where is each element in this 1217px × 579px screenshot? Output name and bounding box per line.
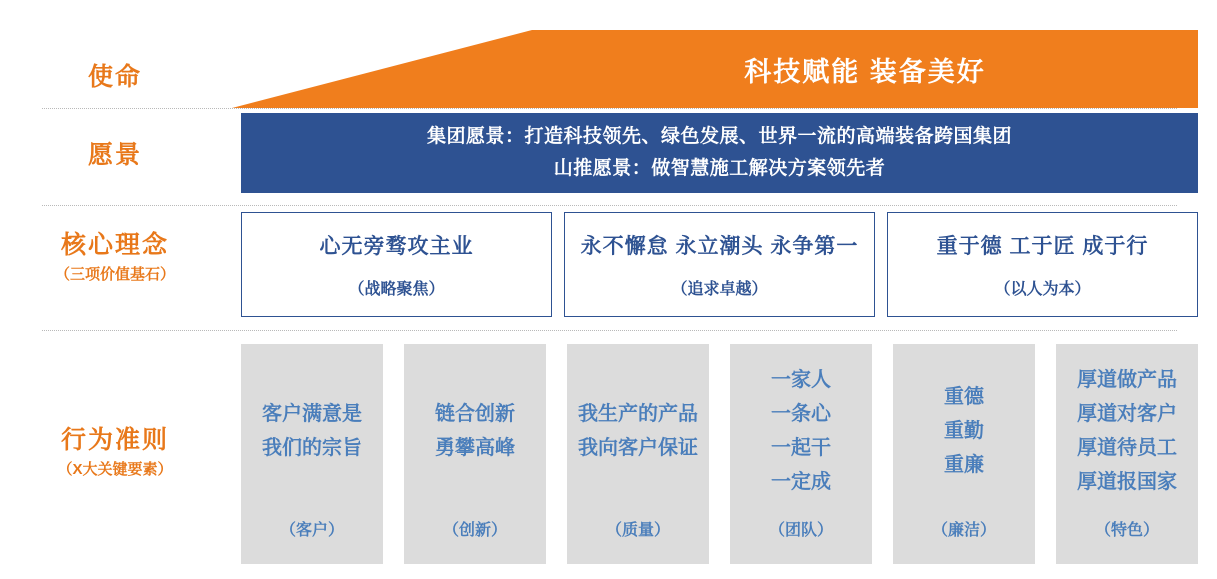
behavior-card-lines: [241, 344, 383, 517]
behavior-card-lines: [1056, 344, 1198, 517]
behavior-card-lines: [404, 344, 546, 517]
behavior-line: 厚道待员工: [1077, 436, 1177, 459]
behavior-card-tag: （客户）: [279, 522, 344, 539]
row-label-mission-text: 使命: [87, 63, 142, 91]
behavior-line: 客户满意是: [262, 402, 362, 425]
mission-roof: [232, 30, 1198, 108]
divider-mission-vision: [42, 108, 1177, 109]
divider-vision-core: [42, 205, 1177, 206]
behavior-line: 一起干: [771, 436, 831, 459]
behavior-line: 一条心: [771, 402, 831, 425]
behavior-card-lines: [567, 344, 709, 517]
row-label-core-subtext: （三项价值基石）: [54, 266, 175, 283]
row-label-behavior: [0, 423, 230, 483]
behavior-line: 厚道对客户: [1077, 402, 1177, 425]
core-concept-tag: （以人为本）: [994, 281, 1091, 298]
behavior-line: 厚道报国家: [1077, 470, 1177, 493]
behavior-card-customer: [241, 344, 383, 564]
row-label-core: [0, 228, 230, 288]
vision-line-1: 集团愿景：打造科技领先、绿色发展、世界一流的高端装备跨国集团: [426, 126, 1012, 147]
core-concept-title: 心无旁骛攻主业: [319, 235, 474, 258]
behavior-card-quality: [567, 344, 709, 564]
row-label-mission: [0, 60, 230, 94]
behavior-card-tag: （质量）: [605, 522, 670, 539]
behavior-card-lines: [893, 344, 1035, 517]
behavior-card-innovation: [404, 344, 546, 564]
core-concept-card: [241, 212, 552, 317]
core-concept-card: [887, 212, 1198, 317]
behavior-line: 我向客户保证: [578, 436, 698, 459]
core-concept-tag: （追求卓越）: [671, 281, 768, 298]
behavior-line: 我们的宗旨: [262, 436, 362, 459]
core-concept-tag: （战略聚焦）: [348, 281, 445, 298]
behavior-row: [241, 344, 1198, 564]
behavior-card-team: [730, 344, 872, 564]
row-label-core-text: 核心理念: [60, 231, 169, 259]
behavior-card-tag: （团队）: [768, 522, 833, 539]
row-label-vision: [0, 138, 230, 172]
behavior-line: 重勤: [944, 419, 984, 442]
core-concept-title: 永不懈怠 永立潮头 永争第一: [580, 235, 859, 258]
behavior-line: 链合创新: [435, 402, 515, 425]
behavior-card-tag: （廉洁）: [931, 522, 996, 539]
behavior-card-character: [1056, 344, 1198, 564]
row-label-behavior-subtext: （X大关键要素）: [57, 461, 173, 478]
behavior-line: 一家人: [771, 368, 831, 391]
behavior-card-lines: [730, 344, 872, 517]
behavior-line: 重廉: [944, 453, 984, 476]
behavior-line: 我生产的产品: [578, 402, 698, 425]
behavior-card-tag: （创新）: [442, 522, 507, 539]
behavior-line: 一定成: [771, 470, 831, 493]
behavior-line: 厚道做产品: [1077, 368, 1177, 391]
core-concept-card: [564, 212, 875, 317]
row-label-behavior-text: 行为准则: [60, 426, 169, 454]
vision-band: [241, 113, 1198, 193]
core-concept-title: 重于德 工于匠 成于行: [936, 235, 1149, 258]
core-concept-row: [241, 212, 1198, 317]
row-label-vision-text: 愿景: [87, 141, 142, 169]
behavior-line: 重德: [944, 385, 984, 408]
divider-core-behavior: [42, 330, 1177, 331]
behavior-card-tag: （特色）: [1094, 522, 1159, 539]
mission-text: 科技赋能 装备美好: [744, 56, 986, 87]
behavior-line: 勇攀高峰: [435, 436, 515, 459]
behavior-card-integrity: [893, 344, 1035, 564]
vision-line-2: 山推愿景：做智慧施工解决方案领先者: [553, 158, 886, 179]
